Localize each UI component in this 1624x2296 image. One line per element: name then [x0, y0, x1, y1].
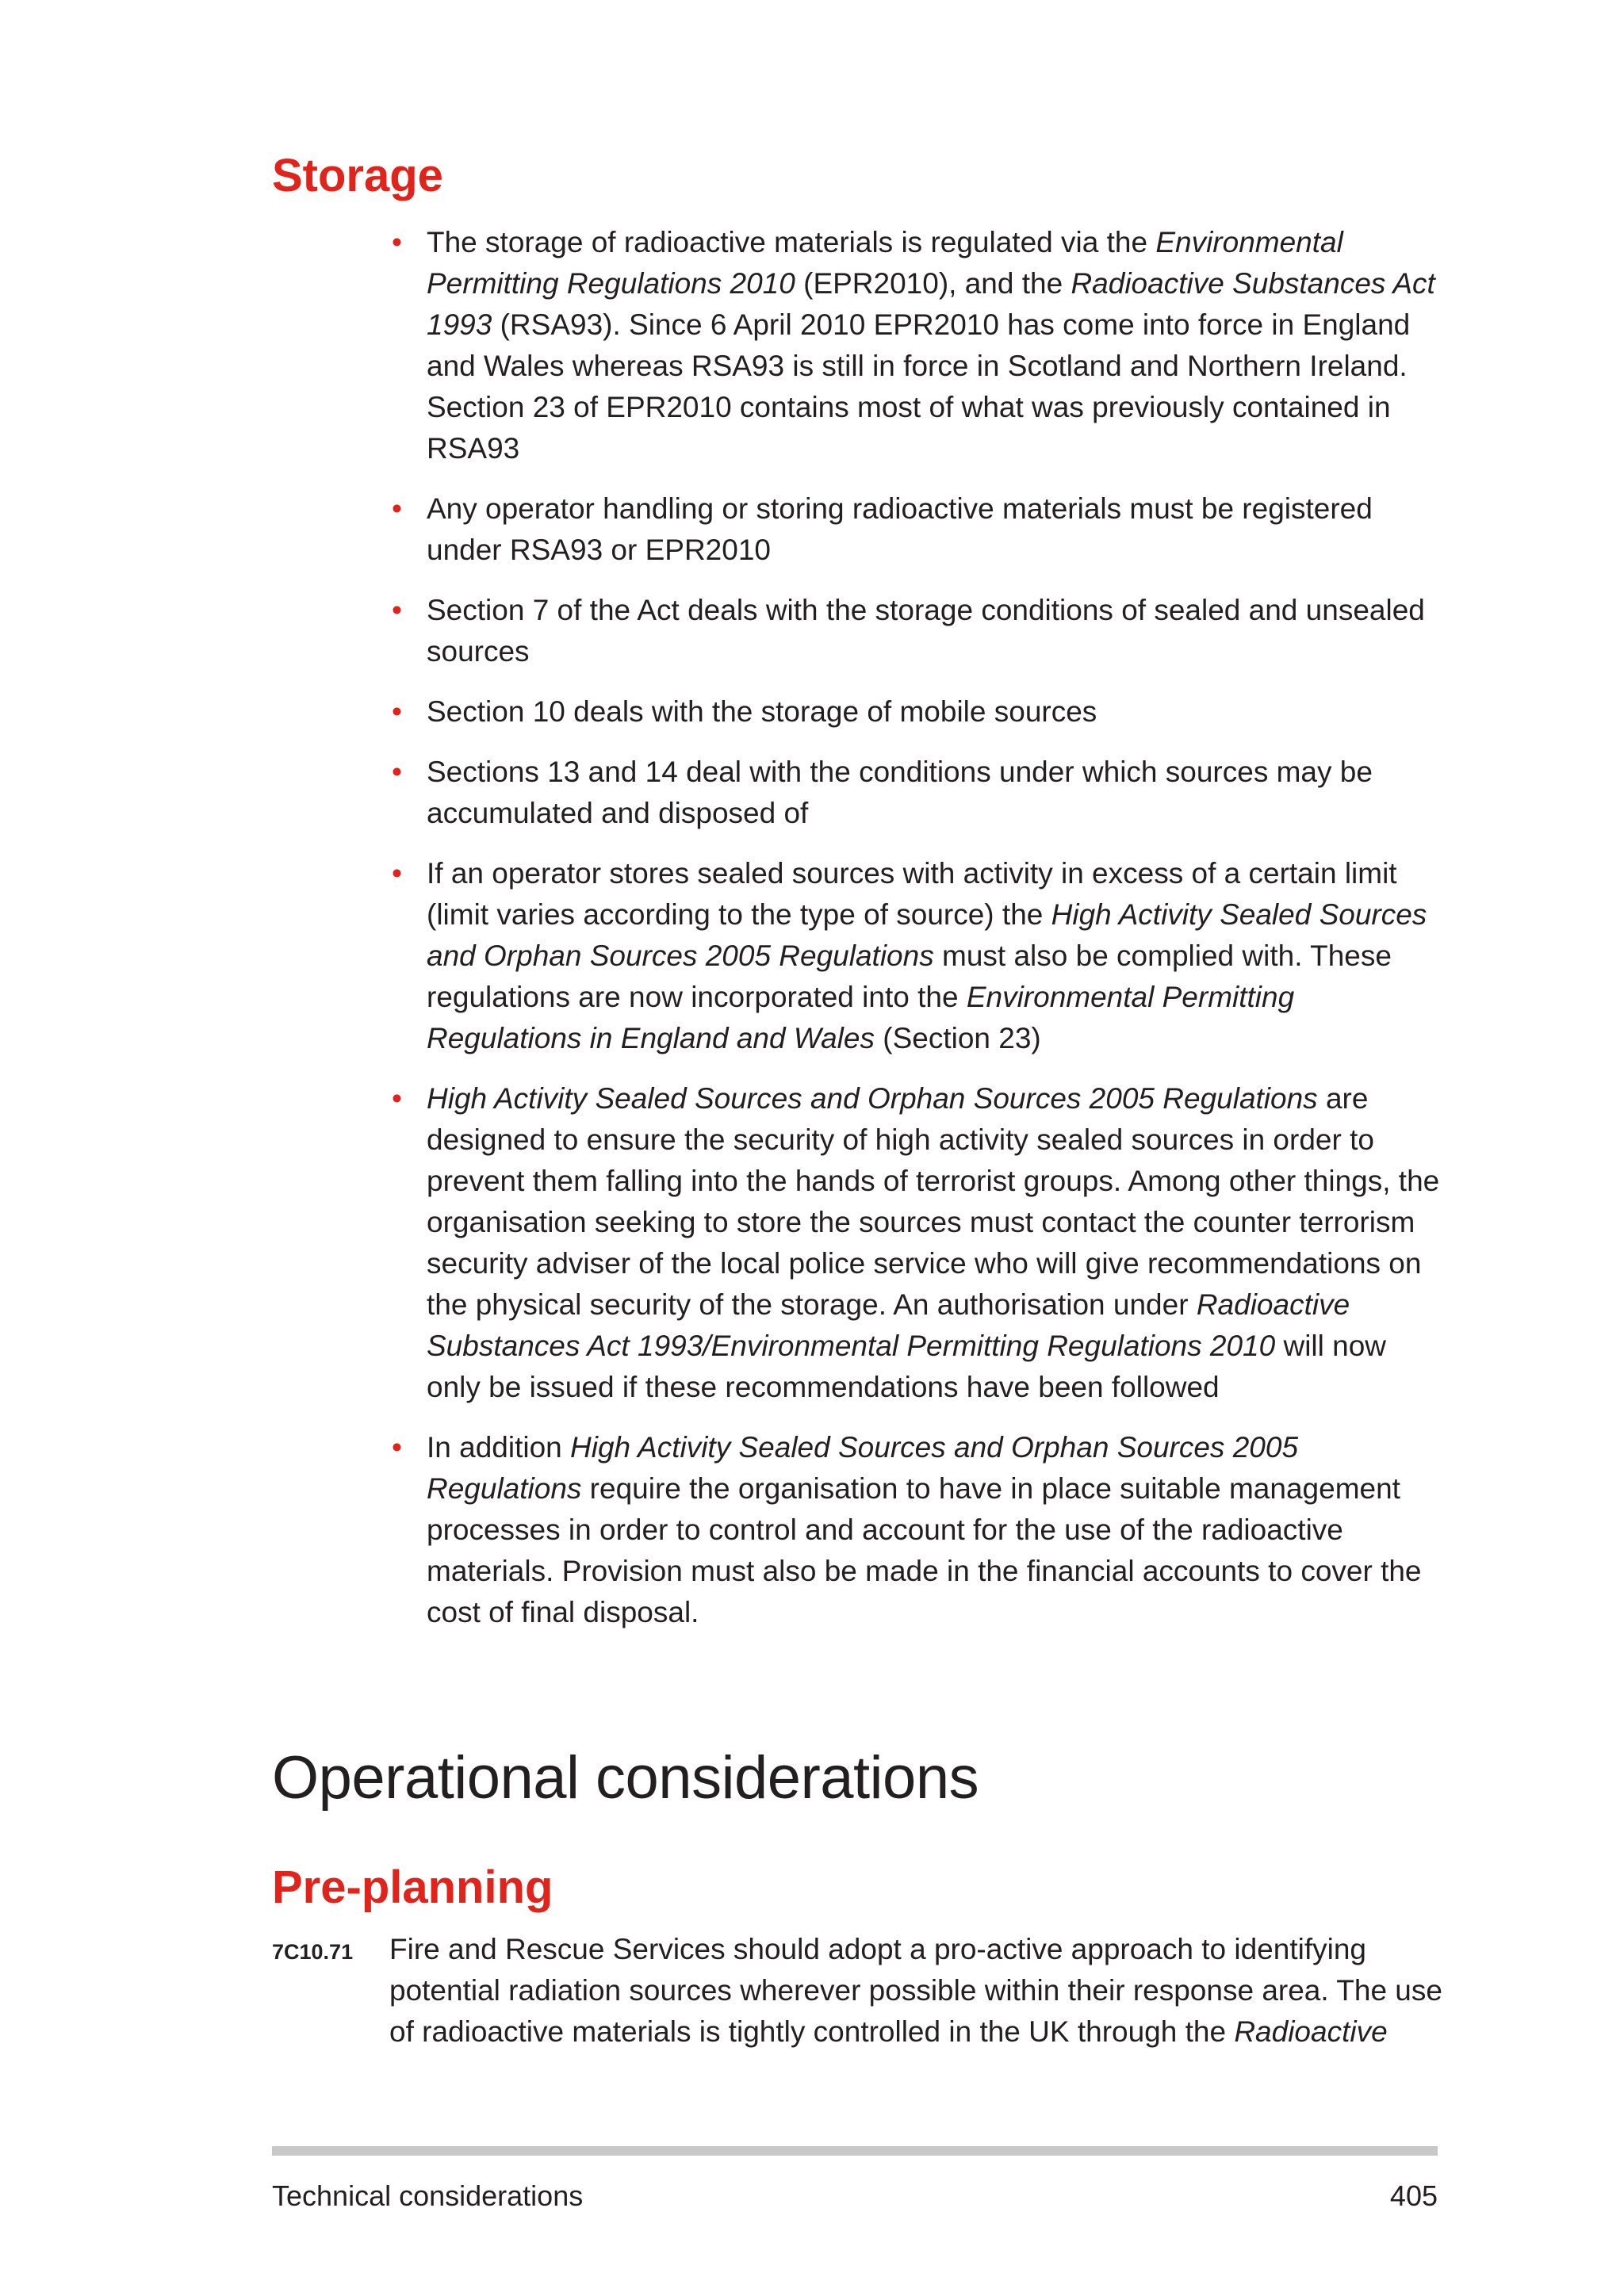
- footer-divider: [272, 2146, 1438, 2156]
- italic-citation: High Activity Sealed Sources and Orphan Sources 2005 Regulations: [427, 1431, 1299, 1505]
- bullet-dot-icon: •: [392, 226, 402, 258]
- bullet-item: [389, 222, 1443, 469]
- page-number: 405: [1389, 2179, 1438, 2212]
- bullet-item: [389, 1427, 1443, 1633]
- bullet-item: [389, 752, 1443, 834]
- italic-citation: Radioactive Substances Act 1993/Environmental Permitting Regulations 2010: [427, 1288, 1350, 1362]
- bullet-item: [389, 691, 1443, 733]
- operational-considerations-heading: Operational considerations: [272, 1744, 979, 1812]
- text-run: Fire and Rescue Services should adopt a pro-active approach to identifying potential radiation sources wherever possible within their response area. The use of radioactive materials is tightly controlled in the UK through the: [389, 1933, 1442, 2048]
- text-run: require the organisation to have in place suitable management processes in order to control and account for the use of the radioactive materials. Provision must also be made in the financial accounts to cover the cost of final disposal.: [427, 1472, 1422, 1628]
- text-run: are designed to ensure the security of high activity sealed sources in order to prevent them falling into the hands of terrorist groups. Among other things, the organisation seeking to store the sources must contact the counter terrorism security adviser of the local police service who will give recommendations on the physical security of the storage. An authorisation under: [427, 1082, 1440, 1321]
- bullet-dot-icon: •: [392, 1431, 402, 1464]
- paragraph-text: [389, 1929, 1444, 2053]
- italic-citation: High Activity Sealed Sources and Orphan Sources 2005 Regulations: [427, 1082, 1318, 1115]
- text-run: will now only be issued if these recommendations have been followed: [427, 1330, 1387, 1403]
- text-run: (RSA93). Since 6 April 2010 EPR2010 has come into force in England and Wales whereas RSA93 is still in force in Scotland and Northern Ireland. Section 23 of EPR2010 contains most of what was previously contained in RSA93: [427, 308, 1411, 465]
- text-run: must also be complied with. These regulations are now incorporated into the: [427, 939, 1392, 1013]
- text-run: Section 7 of the Act deals with the storage conditions of sealed and unsealed sources: [427, 594, 1425, 668]
- text-run: If an operator stores sealed sources with activity in excess of a certain limit (limit varies according to the type of source) the: [427, 857, 1397, 931]
- text-run: In addition: [427, 1431, 571, 1464]
- italic-citation: Environmental Permitting Regulations in England and Wales: [427, 981, 1295, 1054]
- bullet-item: [389, 590, 1443, 672]
- text-run: The storage of radioactive materials is regulated via the: [427, 226, 1156, 258]
- text-run: Section 10 deals with the storage of mobile sources: [427, 695, 1097, 728]
- italic-citation: High Activity Sealed Sources and Orphan Sources 2005 Regulations: [427, 898, 1427, 972]
- bullet-dot-icon: •: [392, 695, 402, 728]
- storage-heading: Storage: [272, 150, 443, 201]
- bullet-item: [389, 1078, 1443, 1408]
- text-run: Sections 13 and 14 deal with the conditions under which sources may be accumulated and disposed of: [427, 756, 1373, 829]
- text-run: Any operator handling or storing radioactive materials must be registered under RSA93 or EPR2010: [427, 492, 1373, 566]
- text-run: (EPR2010), and the: [795, 267, 1071, 300]
- bullet-item: [389, 853, 1443, 1059]
- paragraph-number: 7C10.71: [272, 1940, 354, 1964]
- bullet-dot-icon: •: [392, 857, 402, 890]
- bullet-dot-icon: •: [392, 594, 402, 626]
- italic-citation: Environmental Permitting Regulations 2010: [427, 226, 1343, 300]
- footer-section-title: Technical considerations: [272, 2179, 584, 2212]
- italic-citation: Radioactive Substances Act 1993: [427, 267, 1435, 341]
- bullet-dot-icon: •: [392, 492, 402, 525]
- italic-citation: Radioactive: [1234, 2015, 1388, 2048]
- bullet-dot-icon: •: [392, 756, 402, 788]
- pre-planning-heading: Pre-planning: [272, 1862, 553, 1913]
- bullet-item: [389, 488, 1443, 571]
- bullet-dot-icon: •: [392, 1082, 402, 1115]
- storage-bullet-list: [389, 222, 1443, 1652]
- text-run: (Section 23): [874, 1022, 1041, 1054]
